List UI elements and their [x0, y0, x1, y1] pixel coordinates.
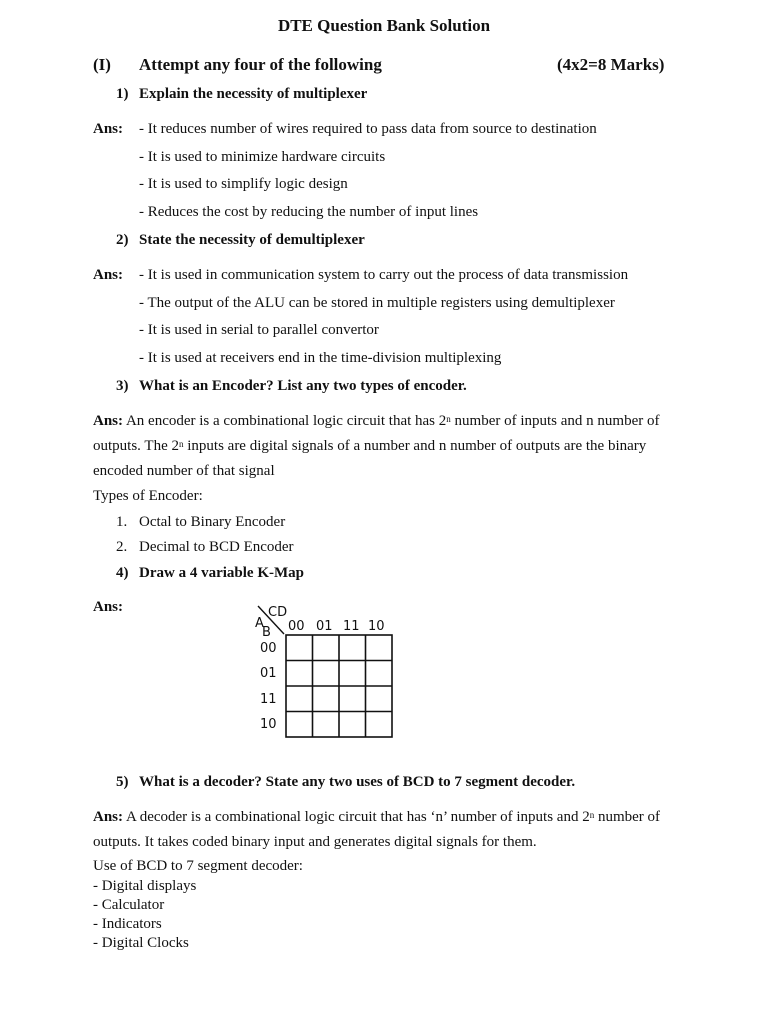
list-item-number: 2.: [116, 539, 128, 555]
q4-number: 4): [116, 565, 129, 581]
uses-heading: Use of BCD to 7 segment decoder:: [93, 858, 303, 874]
q1-point: - It is used to minimize hardware circuits: [139, 149, 386, 165]
section-heading: Attempt any four of the following: [139, 55, 382, 74]
q5-number: 5): [116, 774, 129, 790]
q3-ans-label: Ans:: [93, 413, 124, 429]
q5-question: What is a decoder? State any two uses of BCD to 7 segment decoder.: [139, 774, 576, 790]
q4-question: Draw a 4 variable K-Map: [139, 565, 304, 581]
q3-answer-line-1: Ans: An encoder is a combinational logic circuit that has 2$^n$ number of inputs and n number of: [93, 413, 660, 429]
kmap-row-label: 10: [260, 717, 277, 732]
q1-ans-label: Ans:: [93, 121, 124, 137]
kmap-row-var-a: A: [255, 616, 264, 631]
q3-answer-line-3: encoded number of that signal: [93, 463, 275, 479]
section-number: (I): [93, 55, 111, 74]
kmap-col-label: 00: [288, 619, 305, 634]
use-item: - Digital Clocks: [93, 935, 189, 951]
q2-point: - The output of the ALU can be stored in multiple registers using demultiplexer: [139, 295, 615, 311]
list-item: Decimal to BCD Encoder: [139, 539, 294, 555]
page-title: DTE Question Bank Solution: [277, 16, 491, 35]
kmap-diagram: [254, 604, 404, 742]
q2-point: - It is used in communication system to carry out the process of data transmission: [139, 267, 629, 283]
q1-point: - It reduces number of wires required to pass data from source to destination: [139, 121, 597, 137]
q3-answer-line-2: outputs. The 2$^n$ inputs are digital signals of a number and n number of outputs are the binary: [93, 438, 647, 454]
q1-number: 1): [116, 86, 129, 102]
q5-ans-label: Ans:: [93, 809, 124, 825]
encoder-types-heading: Types of Encoder:: [93, 488, 203, 504]
kmap-row-label: 00: [260, 641, 277, 656]
q1-point: - It is used to simplify logic design: [139, 176, 348, 192]
q2-point: - It is used at receivers end in the time-division multiplexing: [139, 350, 502, 366]
section-marks: (4x2=8 Marks): [557, 55, 665, 74]
list-item-number: 1.: [116, 514, 128, 530]
q3-number: 3): [116, 378, 129, 394]
use-item: - Indicators: [93, 916, 162, 932]
q2-ans-label: Ans:: [93, 267, 124, 283]
q2-question: State the necessity of demultiplexer: [139, 232, 365, 248]
q1-point: - Reduces the cost by reducing the number of input lines: [139, 204, 479, 220]
kmap-row-label: 11: [260, 692, 277, 707]
kmap-row-label: 01: [260, 666, 277, 681]
kmap-col-label: 11: [343, 619, 360, 634]
kmap-grid: [286, 635, 392, 737]
kmap-col-label: 10: [368, 619, 385, 634]
q5-answer-line-2: outputs. It takes coded binary input and generates digital signals for them.: [93, 834, 537, 850]
kmap-row-var-b: B: [262, 625, 271, 640]
use-item: - Calculator: [93, 897, 165, 913]
q4-ans-label: Ans:: [93, 599, 124, 615]
list-item: Octal to Binary Encoder: [139, 514, 286, 530]
q5-answer-line-1: Ans: A decoder is a combinational logic circuit that has ‘n’ number of inputs and 2$^n$ number of: [93, 809, 661, 825]
use-item: - Digital displays: [93, 878, 197, 894]
q2-number: 2): [116, 232, 129, 248]
q2-point: - It is used in serial to parallel convertor: [139, 322, 379, 338]
kmap-col-var: CD: [268, 605, 288, 620]
kmap-col-label: 01: [316, 619, 333, 634]
q1-question: Explain the necessity of multiplexer: [139, 86, 368, 102]
q3-question: What is an Encoder? List any two types of encoder.: [139, 378, 467, 394]
